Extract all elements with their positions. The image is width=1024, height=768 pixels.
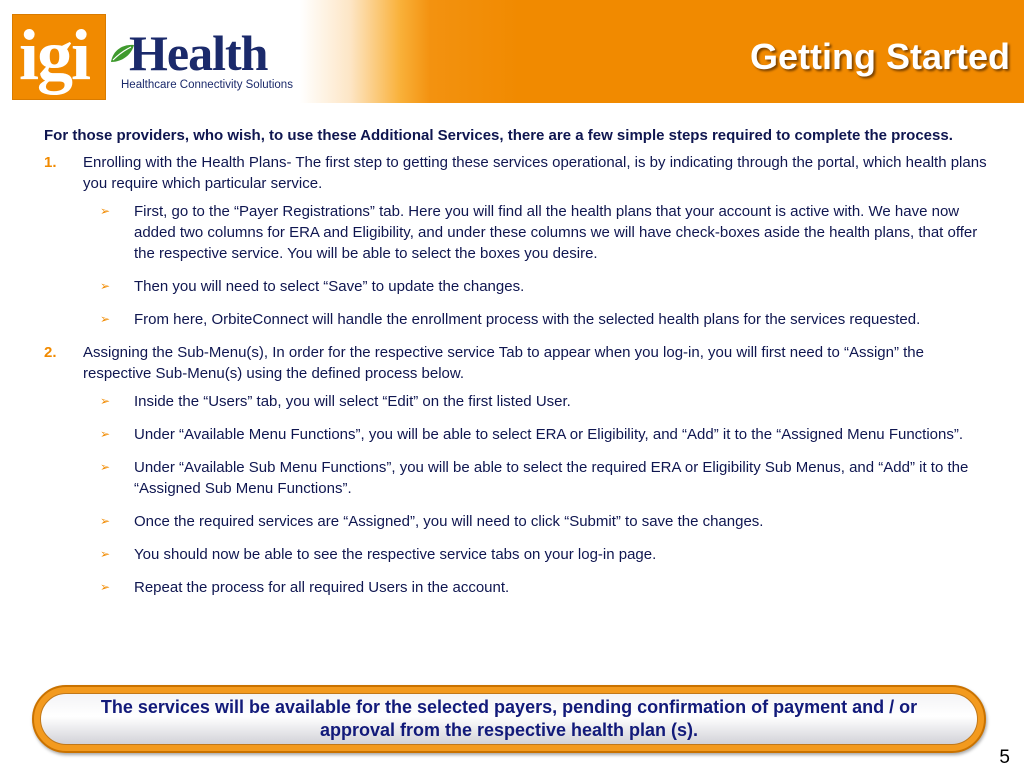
list-item [44, 201, 989, 264]
step-2 [44, 342, 989, 384]
list-item [44, 544, 989, 565]
list-item [44, 276, 989, 297]
notice-banner [32, 685, 986, 753]
logo-tagline: Healthcare Connectivity Solutions [121, 79, 293, 91]
list-item-text: Inside the “Users” tab, you will select “Edit” on the first listed User. [134, 393, 571, 410]
list-item-text: Under “Available Sub Menu Functions”, you will be able to select the required ERA or Eligibility Sub Menus, and “Add” it to the “Assigned Sub Menu Functions”. [134, 459, 969, 497]
list-item [44, 511, 989, 532]
logo-health-text: Health [129, 25, 268, 81]
list-item-text: Under “Available Menu Functions”, you will be able to select ERA or Eligibility, and “Add” it to the “Assigned Menu Functions”. [134, 426, 964, 443]
list-item [44, 457, 989, 499]
logo-igi-box [12, 14, 106, 100]
list-item-text: You should now be able to see the respective service tabs on your log-in page. [134, 546, 657, 563]
arrow-bullet-icon: ➢ [100, 580, 111, 594]
list-item [44, 424, 989, 445]
notice-banner-text: The services will be available for the selected payers, pending confirmation of payment and / or approval from the respective health plan (s). [40, 693, 978, 745]
arrow-bullet-icon: ➢ [100, 514, 111, 528]
step-1 [44, 152, 989, 194]
header-bar [0, 0, 1024, 103]
page-number: 5 [999, 747, 1010, 768]
intro-text: For those providers, who wish, to use these Additional Services, there are a few simple steps required to complete the process. [44, 127, 953, 144]
slide-content [44, 126, 989, 610]
arrow-bullet-icon: ➢ [100, 312, 111, 326]
arrow-bullet-icon: ➢ [100, 427, 111, 441]
logo [12, 14, 298, 104]
arrow-bullet-icon: ➢ [100, 547, 111, 561]
list-item [44, 391, 989, 412]
logo-igi-text: igi [19, 15, 90, 95]
arrow-bullet-icon: ➢ [100, 394, 111, 408]
list-item [44, 309, 989, 330]
arrow-bullet-icon: ➢ [100, 279, 111, 293]
step-text: Assigning the Sub-Menu(s), In order for the respective service Tab to appear when you log-in, you will first need to “Assign” the respective Sub-Menu(s) using the defined process below. [83, 344, 924, 382]
list-item-text: From here, OrbiteConnect will handle the enrollment process with the selected health plans for the services requested. [134, 311, 921, 328]
step-text: Enrolling with the Health Plans- The first step to getting these services operational, is by indicating through the portal, which health plans you require which particular service. [83, 154, 987, 192]
arrow-bullet-icon: ➢ [100, 460, 111, 474]
list-item [44, 577, 989, 598]
list-item-text: Then you will need to select “Save” to update the changes. [134, 278, 525, 295]
page-title: Getting Started [749, 36, 1010, 77]
list-item-text: Repeat the process for all required Users in the account. [134, 579, 510, 596]
step-number: 1. [44, 154, 57, 171]
step-number: 2. [44, 344, 57, 361]
arrow-bullet-icon: ➢ [100, 204, 111, 218]
list-item-text: Once the required services are “Assigned”, you will need to click “Submit” to save the changes. [134, 513, 764, 530]
list-item-text: First, go to the “Payer Registrations” tab. Here you will find all the health plans that your account is active with. We have now added two columns for ERA and Eligibility, and under these columns we will have check-boxes aside the health plans, that offer the respective service. You will be able to select the boxes you desire. [134, 203, 978, 262]
